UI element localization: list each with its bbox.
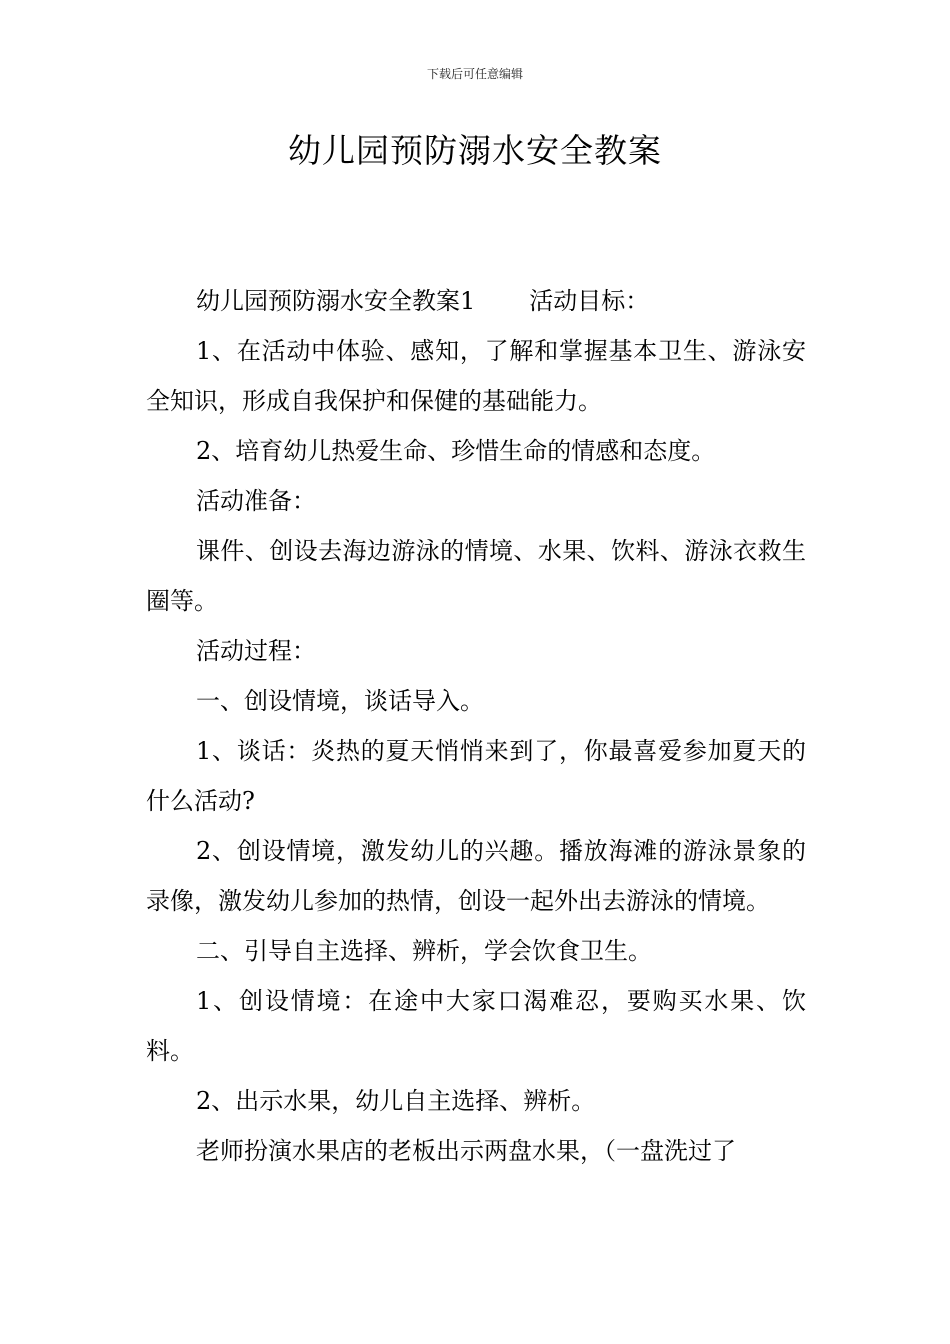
paragraph-process-label: 活动过程：	[196, 637, 316, 665]
paragraph-step-2-2: 2、出示水果，幼儿自主选择、辨析。	[196, 1087, 596, 1115]
goal-label: 活动目标：	[529, 287, 650, 315]
paragraph-step-1-1: 1、谈话：炎热的夏天悄悄来到了，你最喜爱参加夏天的什么活动?	[146, 737, 806, 815]
paragraph-step-2-1: 1、创设情境：在途中大家口渴难忍，要购买水果、饮料。	[146, 987, 806, 1065]
intro-heading: 幼儿园预防溺水安全教案1	[196, 287, 476, 315]
paragraph-preparation-label: 活动准备：	[196, 487, 316, 515]
paragraph-teacher-role: 老师扮演水果店的老板出示两盘水果，（一盘洗过了	[196, 1137, 736, 1165]
header-note: 下载后可任意编辑	[426, 67, 523, 81]
paragraph-section-1: 一、创设情境，谈话导入。	[196, 687, 484, 715]
document-title: 幼儿园预防溺水安全教案	[288, 131, 662, 170]
paragraph-section-2: 二、引导自主选择、辨析，学会饮食卫生。	[196, 937, 652, 965]
paragraph-goal-1: 1、在活动中体验、感知，了解和掌握基本卫生、游泳安全知识，形成自我保护和保健的基础能力。	[146, 337, 806, 415]
paragraph-goal-2: 2、培育幼儿热爱生命、珍惜生命的情感和态度。	[196, 437, 716, 465]
paragraph-preparation: 课件、创设去海边游泳的情境、水果、饮料、游泳衣救生圈等。	[146, 537, 806, 615]
paragraph-step-1-2: 2、创设情境，激发幼儿的兴趣。播放海滩的游泳景象的录像，激发幼儿参加的热情，创设一起外出去游泳的情境。	[146, 837, 806, 915]
document-body	[146, 276, 806, 1176]
intro-paragraph	[146, 276, 806, 326]
